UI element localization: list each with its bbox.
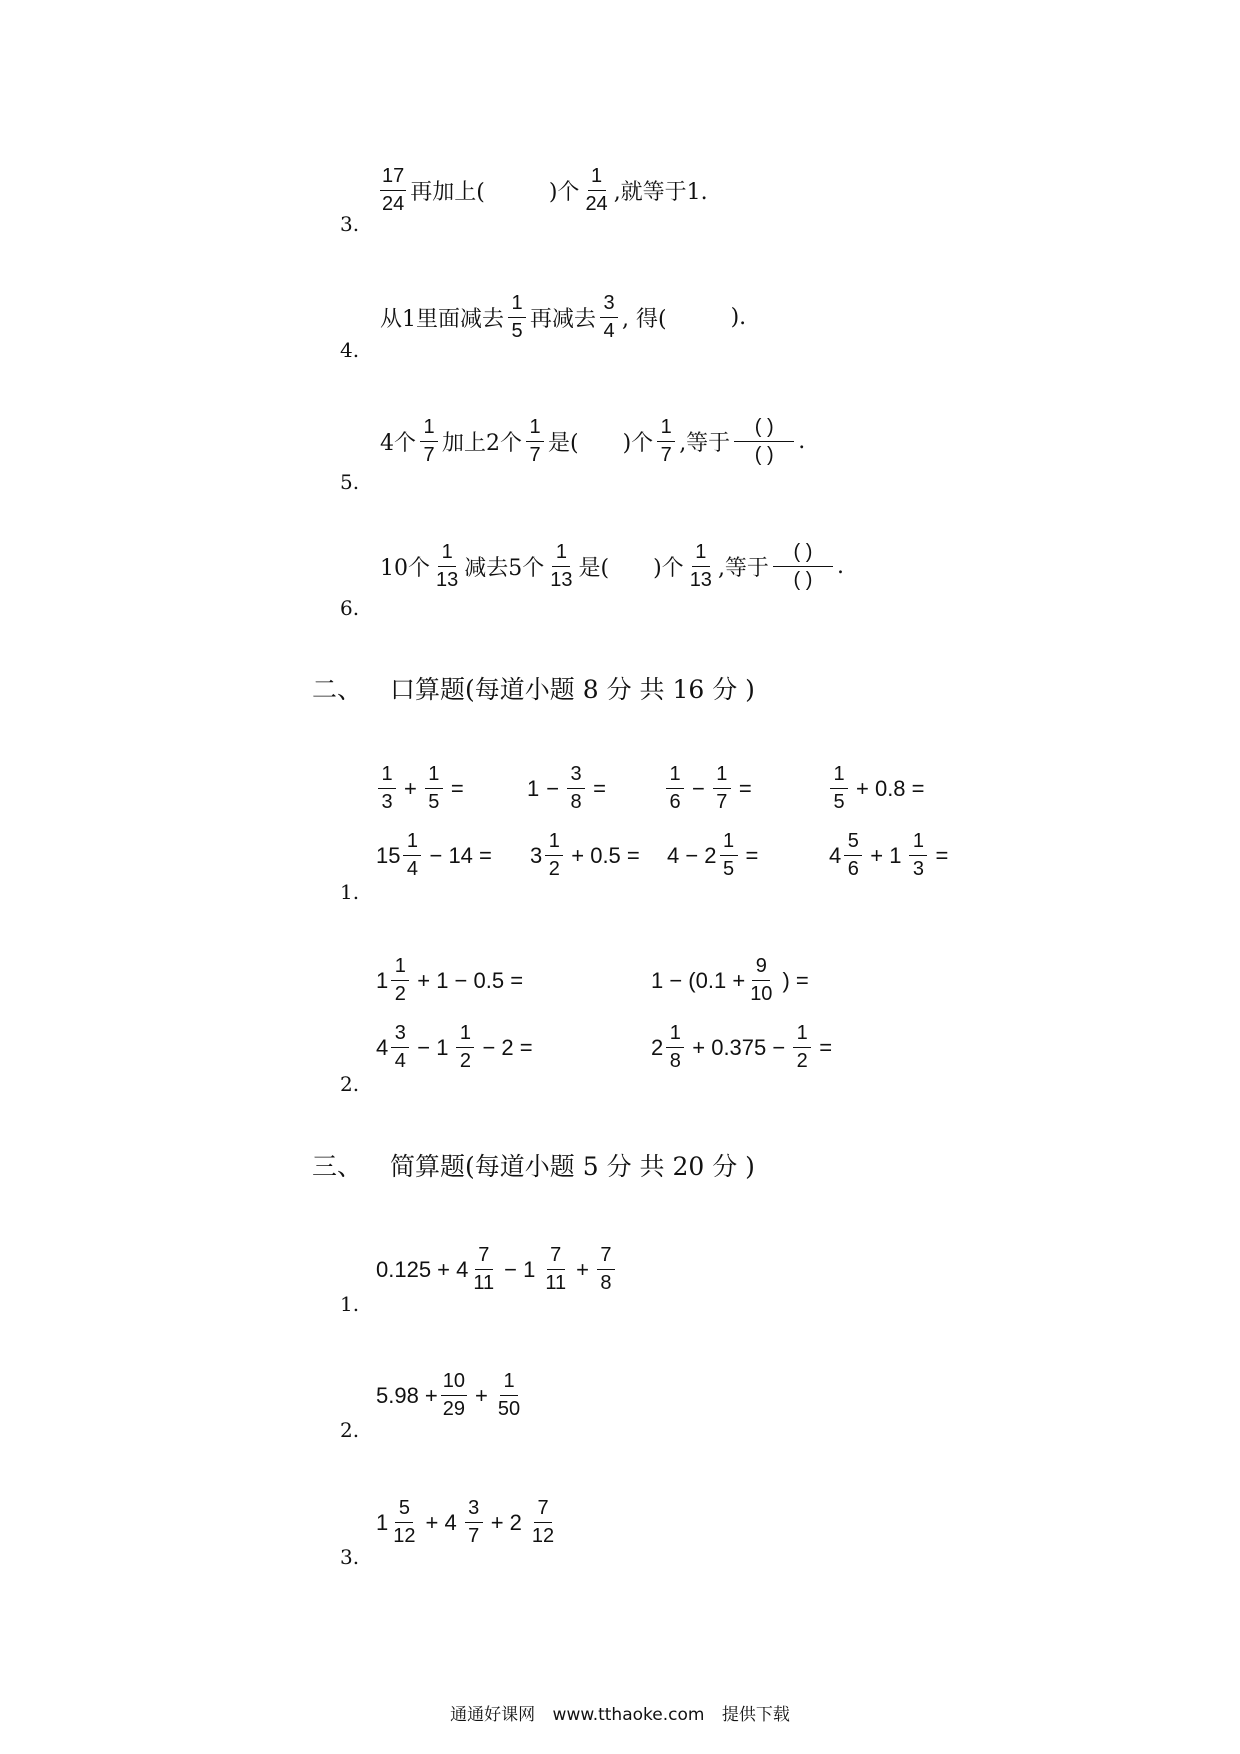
denominator: 50 — [497, 1398, 521, 1420]
q5-number: 5. — [340, 470, 360, 494]
s2-q1-item-g — [667, 830, 764, 881]
denominator: 11 — [473, 1272, 495, 1294]
denominator: 24 — [585, 193, 608, 215]
expression-text: + — [404, 775, 417, 801]
section3-heading: 三、 简算题(每道小题 5 分 共 20 分 ) — [312, 1152, 755, 1181]
expression-text: 是( — [548, 431, 579, 456]
s2-q1-item-a — [376, 763, 470, 814]
expression-text: = — [819, 1034, 833, 1060]
denominator: 4 — [406, 858, 419, 880]
blank-fraction — [773, 541, 833, 592]
numerator: 1 — [508, 292, 526, 318]
footer-action: 提供下载 — [721, 1705, 790, 1725]
denominator: 12 — [393, 1525, 416, 1547]
denominator: 12 — [531, 1525, 555, 1547]
expression-text: + — [576, 1256, 589, 1282]
expression-text: 再加上( — [410, 180, 485, 205]
expression-text: + — [475, 1382, 488, 1408]
expression-text: 5.98 + — [376, 1382, 438, 1408]
expression-text: = — [738, 775, 752, 801]
fraction — [508, 292, 526, 343]
fraction — [378, 763, 396, 814]
s2-q2-item-c — [376, 1022, 539, 1073]
expression-text: 从1里面减去 — [380, 307, 504, 332]
expression-text: 4 − 2 — [667, 842, 717, 868]
expression-text: ). — [730, 305, 747, 330]
q3-number: 3. — [340, 212, 360, 236]
numerator: 1 — [720, 830, 738, 856]
q6-number: 6. — [340, 596, 360, 620]
s3-q3-number: 3. — [340, 1545, 360, 1569]
q4-line — [378, 292, 748, 343]
s2-q2-item-a — [376, 955, 529, 1006]
s2-q2-number: 2. — [340, 1072, 360, 1096]
expression-text: . — [836, 554, 844, 579]
denominator: 6 — [669, 791, 681, 813]
expression-text: − 2 = — [482, 1034, 533, 1060]
denominator: 5 — [511, 320, 523, 342]
fraction — [434, 541, 460, 592]
fraction — [496, 1370, 522, 1421]
fraction — [666, 1022, 684, 1073]
numerator: 1 — [657, 416, 675, 442]
numerator: 1 — [713, 763, 731, 789]
expression-text: 1 — [376, 967, 389, 993]
expression-text: )个 — [622, 431, 654, 456]
expression-text: − 1 — [417, 1034, 449, 1060]
numerator: 1 — [403, 830, 421, 856]
s2-q2-item-d — [651, 1022, 838, 1073]
blank-fraction — [734, 416, 794, 467]
numerator: ( ) — [773, 541, 833, 567]
expression-text: + 4 — [425, 1509, 457, 1535]
expression-text: 10个 — [380, 556, 430, 581]
denominator: 2 — [548, 858, 560, 880]
expression-text: + 0.8 = — [856, 775, 925, 801]
denominator: 4 — [394, 1050, 406, 1072]
numerator: 1 — [552, 541, 570, 567]
footer — [0, 1700, 1240, 1725]
s3-q3-expression — [376, 1497, 558, 1548]
fraction — [600, 292, 618, 343]
expression-text: )个 — [653, 556, 684, 581]
s2-q1-item-f — [530, 830, 646, 881]
denominator: 8 — [570, 791, 582, 813]
denominator: 2 — [394, 983, 406, 1005]
expression-text: 4 — [376, 1034, 389, 1060]
denominator: 7 — [716, 791, 728, 813]
expression-text: 1 — [376, 1509, 389, 1535]
s2-q1-item-h — [829, 830, 954, 881]
q5-line — [378, 416, 807, 467]
numerator: 17 — [380, 165, 406, 191]
expression-text: 3 — [530, 842, 543, 868]
fraction — [471, 1244, 496, 1295]
section2-heading: 二、 口算题(每道小题 8 分 共 16 分 ) — [312, 675, 755, 704]
expression-text: . — [798, 429, 806, 454]
numerator: 1 — [692, 541, 710, 567]
denominator: 7 — [529, 444, 541, 466]
numerator: 1 — [793, 1022, 811, 1048]
expression-text: + 2 — [490, 1509, 522, 1535]
footer-url[interactable]: www.tthaoke.com — [552, 1705, 705, 1725]
numerator: 3 — [567, 763, 585, 789]
s2-q1-item-e — [376, 830, 498, 881]
fraction — [844, 830, 862, 881]
expression-text: 是( — [578, 556, 610, 581]
expression-text: ) = — [782, 967, 809, 993]
expression-text: 减去5个 — [464, 556, 545, 581]
denominator: ( ) — [754, 444, 774, 466]
s3-q2-expression — [376, 1370, 524, 1421]
expression-text: , 得( — [622, 307, 667, 332]
s3-q1-number: 1. — [340, 1292, 360, 1316]
fraction — [666, 763, 684, 814]
expression-text: = — [935, 842, 949, 868]
fraction — [391, 955, 409, 1006]
numerator: 1 — [420, 416, 438, 442]
fraction — [793, 1022, 811, 1073]
fraction — [567, 763, 585, 814]
numerator: 1 — [391, 955, 409, 981]
fraction — [713, 763, 731, 814]
numerator: 7 — [475, 1244, 493, 1270]
s3-q1-expression — [376, 1244, 617, 1295]
denominator: 5 — [428, 791, 440, 813]
s2-q1-item-c — [664, 763, 758, 814]
expression-text: 加上2个 — [442, 431, 522, 456]
fraction — [391, 1022, 409, 1073]
denominator: 4 — [603, 320, 615, 342]
fraction — [403, 830, 421, 881]
q6-line — [378, 541, 846, 592]
fraction — [420, 416, 438, 467]
denominator: 7 — [468, 1525, 480, 1547]
s2-q1-number: 1. — [340, 880, 360, 904]
fraction — [597, 1244, 615, 1295]
fraction — [441, 1370, 467, 1421]
expression-text: 2 — [651, 1034, 664, 1060]
numerator: 7 — [597, 1244, 615, 1270]
numerator: 1 — [588, 165, 606, 191]
fraction — [380, 165, 406, 216]
denominator: 8 — [669, 1050, 681, 1072]
numerator: 1 — [909, 830, 927, 856]
expression-text: 4个 — [380, 431, 416, 456]
numerator: 5 — [844, 830, 862, 856]
denominator: 6 — [847, 858, 859, 880]
numerator: 1 — [456, 1022, 474, 1048]
numerator: 1 — [545, 830, 563, 856]
denominator: 2 — [796, 1050, 808, 1072]
expression-text: − — [546, 775, 560, 801]
expression-text: = — [450, 775, 464, 801]
denominator: 5 — [722, 858, 735, 880]
denominator: 13 — [689, 569, 712, 591]
denominator: 10 — [750, 983, 773, 1005]
expression-text: + 1 − 0.5 = — [417, 967, 524, 993]
numerator: 7 — [547, 1244, 565, 1270]
denominator: 7 — [423, 444, 435, 466]
expression-text: + 0.5 = — [571, 842, 640, 868]
expression-text: ,等于 — [717, 556, 769, 581]
denominator: 13 — [550, 569, 573, 591]
q3-line — [378, 165, 710, 216]
expression-text: 4 — [829, 842, 842, 868]
denominator: ( ) — [793, 569, 813, 591]
denominator: 8 — [600, 1272, 612, 1294]
expression-text: + 0.375 − — [692, 1034, 786, 1060]
s2-q1-item-b — [527, 763, 612, 814]
fraction — [391, 1497, 417, 1548]
s3-q2-number: 2. — [340, 1418, 360, 1442]
s2-q1-item-d — [828, 763, 931, 814]
fraction — [548, 541, 574, 592]
expression-text: + 1 — [870, 842, 902, 868]
fraction — [543, 1244, 568, 1295]
footer-site: 通通好课网 — [450, 1705, 536, 1725]
expression-text: − 1 — [504, 1256, 536, 1282]
fraction — [688, 541, 714, 592]
denominator: 7 — [660, 444, 672, 466]
denominator: 3 — [912, 858, 925, 880]
numerator: 1 — [500, 1370, 518, 1396]
numerator: 9 — [752, 955, 770, 981]
fraction — [830, 763, 848, 814]
numerator: 3 — [600, 292, 618, 318]
numerator: 5 — [395, 1497, 413, 1523]
numerator: 1 — [666, 763, 684, 789]
s2-q2-item-b — [651, 955, 815, 1006]
expression-text: = — [745, 842, 759, 868]
denominator: 2 — [459, 1050, 472, 1072]
denominator: 3 — [381, 791, 393, 813]
fraction — [456, 1022, 474, 1073]
fraction — [526, 416, 544, 467]
expression-text: − 14 = — [429, 842, 492, 868]
fraction — [425, 763, 443, 814]
fraction — [465, 1497, 483, 1548]
expression-text: = — [593, 775, 606, 801]
numerator: 1 — [666, 1022, 684, 1048]
fraction — [530, 1497, 556, 1548]
expression-text: 1 − (0.1 + — [651, 967, 746, 993]
denominator: 29 — [442, 1398, 466, 1420]
numerator: 1 — [438, 541, 456, 567]
fraction — [583, 165, 609, 216]
q4-number: 4. — [340, 338, 360, 362]
numerator: ( ) — [734, 416, 794, 442]
denominator: 24 — [382, 193, 405, 215]
denominator: 11 — [545, 1272, 567, 1294]
expression-text: 15 — [376, 842, 401, 868]
denominator: 5 — [833, 791, 845, 813]
numerator: 1 — [425, 763, 443, 789]
numerator: 3 — [391, 1022, 409, 1048]
numerator: 7 — [534, 1497, 552, 1523]
expression-text: − — [692, 775, 705, 801]
fraction — [909, 830, 927, 881]
fraction — [545, 830, 563, 881]
expression-text: 1 — [527, 775, 540, 801]
expression-text: 0.125 + 4 — [376, 1256, 469, 1282]
fraction — [657, 416, 675, 467]
expression-text: ,等于 — [679, 431, 731, 456]
numerator: 1 — [526, 416, 544, 442]
numerator: 1 — [830, 763, 848, 789]
denominator: 13 — [436, 569, 459, 591]
expression-text: 再减去 — [530, 307, 597, 332]
expression-text: ,就等于1. — [613, 180, 708, 205]
numerator: 3 — [465, 1497, 483, 1523]
expression-text: )个 — [548, 180, 580, 205]
numerator: 1 — [378, 763, 396, 789]
fraction — [720, 830, 738, 881]
fraction — [748, 955, 774, 1006]
numerator: 10 — [441, 1370, 467, 1396]
